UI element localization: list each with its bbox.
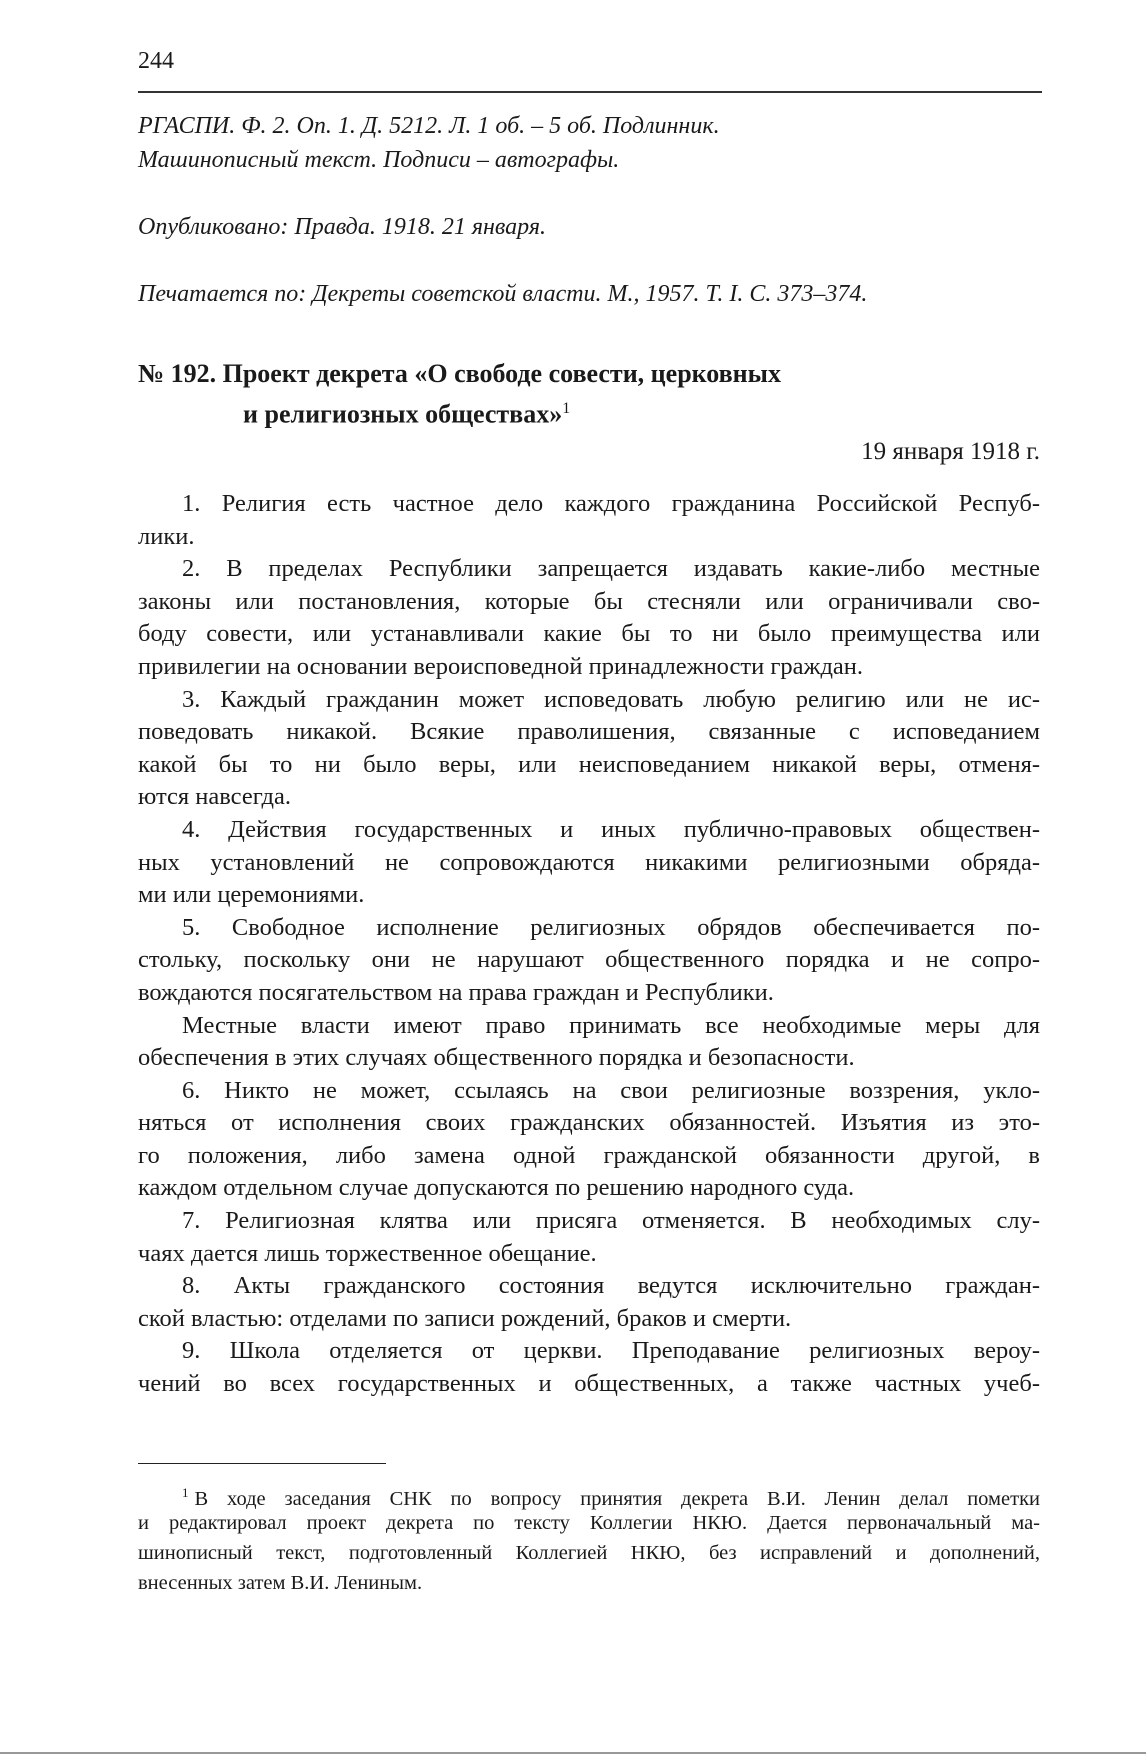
paragraph-line: 4. Действия государственных и иных публично-правовых обществен- <box>182 815 1040 843</box>
paragraph-line: чаях дается лишь торжественное обещание. <box>138 1239 597 1267</box>
paragraph <box>138 814 1040 912</box>
title-line-2-text: и религиозных обществах» <box>243 399 563 429</box>
paragraph-line: какой бы то ни было веры, или неисповеданием никакой веры, отменя- <box>138 750 1040 778</box>
paragraph-line: няться от исполнения своих гражданских обязанностей. Изъятия из это- <box>138 1109 1040 1137</box>
paragraph-line: го положения, либо замена одной гражданской обязанности другой, в <box>138 1141 1040 1169</box>
paragraph-line: 3. Каждый гражданин может исповедовать любую религию или не ис- <box>182 685 1040 713</box>
paragraph-line: обеспечения в этих случаях общественного порядка и безопасности. <box>138 1044 855 1072</box>
footnote-line: и редактировал проект декрета по тексту Коллегии НКЮ. Дается первоначальный ма- <box>138 1512 1040 1534</box>
paragraph-line: 7. Религиозная клятва или присяга отменяется. В необходимых слу- <box>182 1207 1040 1235</box>
document-date: 19 января 1918 г. <box>861 438 1040 465</box>
footnote-line: внесенных затем В.И. Лениным. <box>138 1572 423 1594</box>
paragraph <box>138 1075 1040 1205</box>
document-body <box>138 488 1040 1401</box>
document-title <box>138 356 781 432</box>
paragraph-line: 1. Религия есть частное дело каждого гражданина Российской Респуб- <box>182 490 1040 517</box>
page-number: 244 <box>138 48 174 74</box>
title-line-2 <box>138 391 781 432</box>
paragraph-line: боду совести, или устанавливали какие бы то ни было преимущества или <box>138 620 1040 648</box>
paragraph <box>138 488 1040 553</box>
paragraph-line: Местные власти имеют право принимать все необходимые меры для <box>182 1011 1040 1039</box>
footnote-rule <box>138 1463 386 1464</box>
paragraph <box>138 1270 1040 1335</box>
page-bottom-edge <box>0 1752 1146 1754</box>
paragraph-line: поведовать никакой. Всякие праволишения, связанные с исповеданием <box>138 718 1040 746</box>
paragraph <box>138 553 1040 683</box>
printed-from-reference: Печатается по: Декреты советской власти. М., 1957. Т. I. С. 373–374. <box>138 281 868 307</box>
paragraph-line: ных установлений не сопровождаются никакими религиозными обряда- <box>138 848 1040 876</box>
paragraph <box>138 1010 1040 1075</box>
footnote-marker: 1 <box>182 1485 189 1500</box>
header-rule <box>138 91 1042 93</box>
footnote-line <box>138 1478 1040 1508</box>
title-line-1: № 192. Проект декрета «О свободе совести, церковных <box>138 359 781 388</box>
paragraph-line: вождаются посягательством на права граждан и Республики. <box>138 978 774 1006</box>
paragraph <box>138 1205 1040 1270</box>
footnote <box>138 1478 1040 1598</box>
paragraph-line: каждом отдельном случае допускаются по решению народного суда. <box>138 1174 855 1202</box>
paragraph-line: 8. Акты гражданского состояния ведутся исключительно граждан- <box>182 1272 1040 1300</box>
paragraph-line: ми или церемониями. <box>138 881 365 909</box>
paragraph <box>138 912 1040 1010</box>
paragraph-line: 6. Никто не может, ссылаясь на свои религиозные воззрения, укло- <box>182 1076 1040 1104</box>
paragraph-line: чений во всех государственных и общественных, а также частных учеб- <box>138 1370 1040 1398</box>
paragraph-line: ются навсегда. <box>138 783 292 811</box>
archive-reference-line-1: РГАСПИ. Ф. 2. Оп. 1. Д. 5212. Л. 1 об. – 5 об. Подлинник. <box>138 113 720 139</box>
footnote-text: В ходе заседания СНК по вопросу принятия декрета В.И. Ленин делал пометки <box>194 1487 1040 1510</box>
paragraph <box>138 1335 1040 1400</box>
paragraph <box>138 684 1040 814</box>
paragraph-line: 2. В пределах Республики запрещается издавать какие-либо местные <box>182 555 1040 583</box>
paragraph-line: стольку, поскольку они не нарушают общественного порядка и не сопро- <box>138 946 1040 974</box>
archive-reference-line-2: Машинописный текст. Подписи – автографы. <box>138 147 620 173</box>
footnote-reference[interactable]: 1 <box>562 400 571 417</box>
paragraph-line: лики. <box>138 522 195 550</box>
paragraph-line: законы или постановления, которые бы стесняли или ограничивали сво- <box>138 587 1040 615</box>
paragraph-line: 5. Свободное исполнение религиозных обрядов обеспечивается по- <box>182 913 1040 941</box>
paragraph-line: привилегии на основании вероисповедной принадлежности граждан. <box>138 652 864 680</box>
footnote-line: шинописный текст, подготовленный Коллегией НКЮ, без исправлений и дополнений, <box>138 1542 1040 1564</box>
paragraph-line: ской властью: отделами по записи рождений, браков и смерти. <box>138 1304 792 1332</box>
paragraph-line: 9. Школа отделяется от церкви. Преподавание религиозных вероу- <box>182 1337 1040 1365</box>
published-reference: Опубликовано: Правда. 1918. 21 января. <box>138 214 546 240</box>
